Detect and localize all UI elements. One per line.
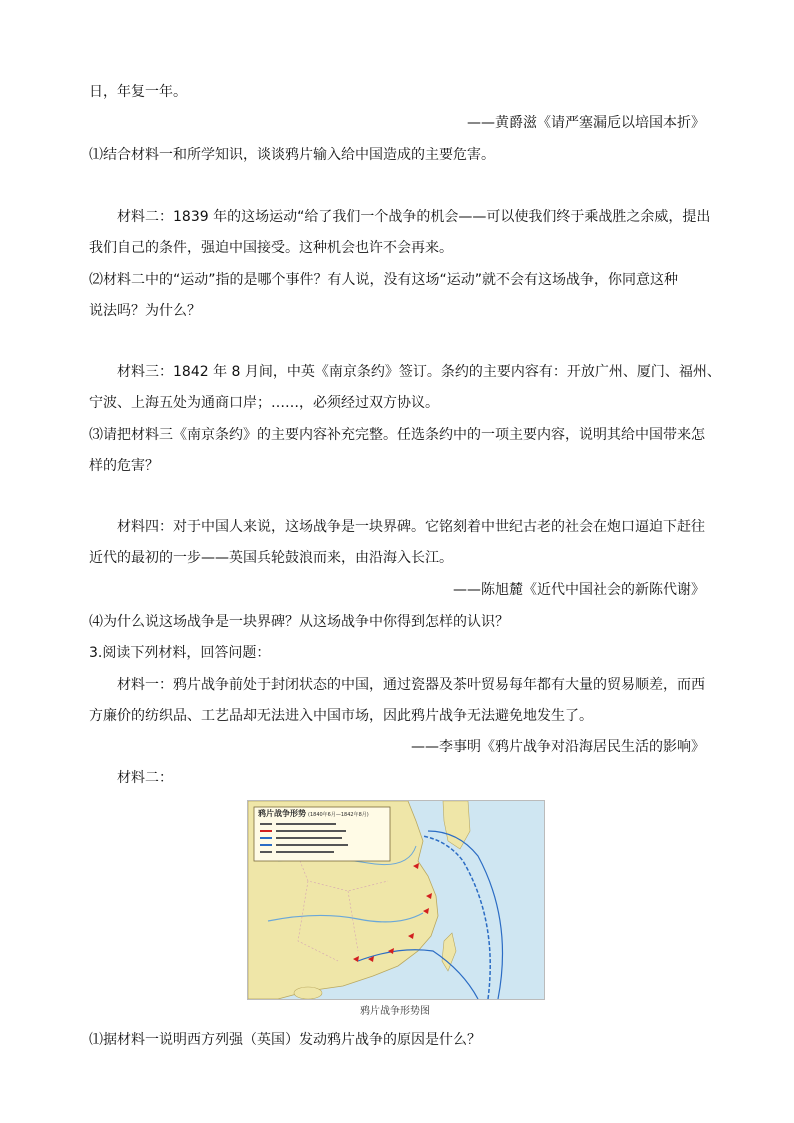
material-3-line: 材料三：1842 年 8 月间，中英《南京条约》签订。条约的主要内容有：开放广州、厦门、福州、 — [117, 364, 721, 380]
question-3: ⑶请把材料三《南京条约》的主要内容补充完整。任选条约中的一项主要内容，说明其给中国带来怎 — [89, 427, 705, 443]
material-2-label: 材料二： — [117, 770, 173, 786]
question-1: ⑴据材料一说明西方列强（英国）发动鸦片战争的原因是什么？ — [89, 1032, 481, 1048]
text-line: 日，年复一年。 — [89, 84, 187, 100]
material-4-line: 材料四：对于中国人来说，这场战争是一块界碑。它铭刻着中世纪古老的社会在炮口逼迫下赶往 — [117, 519, 705, 535]
question-4: ⑷为什么说这场战争是一块界碑？从这场战争中你得到怎样的认识？ — [89, 614, 509, 630]
opium-war-map — [247, 800, 545, 1000]
map-subtitle: (1840年6月—1842年8月) — [308, 812, 369, 818]
material-1-line: 方廉价的纺织品、工艺品却无法进入中国市场，因此鸦片战争无法避免地发生了。 — [89, 708, 593, 724]
material-2-line: 我们自己的条件，强迫中国接受。这种机会也许不会再来。 — [89, 240, 453, 256]
question-1: ⑴结合材料一和所学知识，谈谈鸦片输入给中国造成的主要危害。 — [89, 147, 495, 163]
question-3: 样的危害？ — [89, 458, 159, 474]
material-3-line: 宁波、上海五处为通商口岸；……，必须经过双方协议。 — [89, 395, 439, 411]
question-2: 说法吗？为什么？ — [89, 303, 201, 319]
map-graphic — [248, 801, 544, 999]
material-2-line: 材料二：1839 年的这场运动“给了我们一个战争的机会——可以使我们终于乘战胜之余威，提出 — [117, 209, 711, 225]
citation: ——黄爵滋《请严塞漏卮以培国本折》 — [467, 115, 705, 131]
map-caption: 鸦片战争形势图 — [360, 1006, 430, 1017]
material-1-line: 材料一：鸦片战争前处于封闭状态的中国，通过瓷器及茶叶贸易每年都有大量的贸易顺差，而西 — [117, 677, 705, 693]
map-title: 鸦片战争形势 — [258, 809, 306, 818]
material-4-line: 近代的最初的一步——英国兵轮鼓浪而来，由沿海入长江。 — [89, 550, 453, 566]
question-2: ⑵材料二中的“运动”指的是哪个事件？有人说，没有这场“运动”就不会有这场战争，你同意这种 — [89, 272, 679, 288]
section-heading: 3.阅读下列材料，回答问题： — [89, 645, 271, 661]
citation: ——李事明《鸦片战争对沿海居民生活的影响》 — [411, 739, 705, 755]
citation: ——陈旭麓《近代中国社会的新陈代谢》 — [453, 582, 705, 598]
